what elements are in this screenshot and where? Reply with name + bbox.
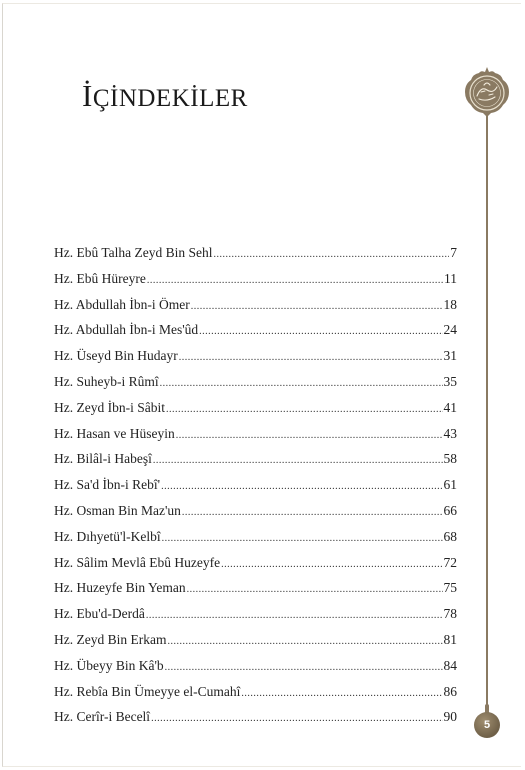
toc-entry[interactable] [54,266,457,292]
toc-entry[interactable] [54,343,457,369]
page-title [82,78,248,114]
dot-leader [214,242,450,268]
toc-entry-title: Hz. Cerîr-i Becelî [54,709,151,725]
toc-entry-page: 31 [444,343,458,369]
toc-entry-page: 72 [444,550,458,576]
dot-leader [165,655,443,681]
toc-entry[interactable] [54,601,457,627]
dot-leader [176,423,443,449]
toc-entry[interactable] [54,653,457,679]
dot-leader [221,552,442,578]
dot-leader [179,345,443,371]
dot-leader [199,319,442,345]
toc-entry-title: Hz. Suheyb-i Rûmî [54,373,159,389]
toc-entry-page: 78 [444,601,458,627]
toc-entry-page: 61 [444,472,458,498]
page-number-badge: 5 [474,712,500,738]
toc-entry-page: 24 [444,317,458,343]
dot-leader [167,629,442,655]
toc-entry-title: Hz. Abdullah İbn-i Mes'ûd [54,322,199,338]
toc-entry-title: Hz. Ebu'd-Derdâ [54,606,145,622]
toc-entry-page: 90 [444,704,458,730]
toc-entry-page: 11 [444,266,457,292]
toc-entry[interactable] [54,240,457,266]
toc-entry-page: 58 [444,446,458,472]
toc-entry[interactable] [54,679,457,705]
dot-leader [182,500,443,526]
toc-entry[interactable] [54,446,457,472]
toc-entry-page: 35 [444,369,458,395]
toc-entry-page: 84 [444,653,458,679]
toc-entry[interactable] [54,317,457,343]
toc-entry-title: Hz. Sâlim Mevlâ Ebû Huzeyfe [54,554,221,570]
toc-entry-page: 86 [444,679,458,705]
toc-entry-title: Hz. Hasan ve Hüseyin [54,425,175,441]
toc-entry-page: 81 [444,627,458,653]
toc-entry-title: Hz. Rebîa Bin Ümeyye el-Cumahî [54,683,241,699]
dot-leader [147,268,443,294]
toc-entry-page: 41 [444,395,458,421]
toc-entry[interactable] [54,292,457,318]
dot-leader [146,603,443,629]
table-of-contents [54,240,457,730]
toc-entry[interactable] [54,704,457,730]
toc-entry-page: 68 [444,524,458,550]
toc-entry[interactable] [54,524,457,550]
toc-entry[interactable] [54,575,457,601]
dot-leader [151,706,442,732]
dot-leader [166,397,443,423]
toc-entry-page: 43 [444,421,458,447]
toc-entry-page: 66 [444,498,458,524]
toc-entry-title: Hz. Üseyd Bin Hudayr [54,348,178,364]
dot-leader [161,474,442,500]
toc-entry[interactable] [54,395,457,421]
toc-entry-title: Hz. Ebû Talha Zeyd Bin Sehl [54,245,213,260]
toc-entry[interactable] [54,472,457,498]
dot-leader [187,577,443,603]
toc-entry-title: Hz. Osman Bin Maz'un [54,502,181,518]
toc-entry[interactable] [54,550,457,576]
toc-entry-page: 75 [444,575,458,601]
dot-leader [241,681,442,707]
toc-entry-title: Hz. Zeyd Bin Erkam [54,631,167,647]
toc-entry[interactable] [54,421,457,447]
title-initial: İ [82,78,93,113]
ornament-line [486,116,488,706]
dot-leader [160,371,443,397]
toc-entry-page: 7 [450,240,457,266]
toc-entry-title: Hz. Dıhyetü'l-Kelbî [54,528,161,544]
dot-leader [153,448,443,474]
toc-entry[interactable] [54,498,457,524]
toc-entry-title: Hz. Bilâl-i Habeşî [54,451,152,467]
toc-entry-title: Hz. Huzeyfe Bin Yeman [54,580,186,596]
toc-entry-title: Hz. Abdullah İbn-i Ömer [54,296,190,312]
toc-entry-title: Hz. Zeyd İbn-i Sâbit [54,399,165,415]
toc-entry-title: Hz. Übeyy Bin Kâ'b [54,657,164,673]
toc-entry-title: Hz. Sa'd İbn-i Rebî' [54,477,161,493]
toc-entry[interactable] [54,627,457,653]
dot-leader [191,294,443,320]
dot-leader [162,526,443,552]
toc-entry-page: 18 [444,292,458,318]
toc-entry[interactable] [54,369,457,395]
title-rest: ÇİNDEKİLER [92,85,248,112]
calligraphy-medallion-icon [462,66,512,120]
toc-entry-title: Hz. Ebû Hüreyre [54,270,146,286]
